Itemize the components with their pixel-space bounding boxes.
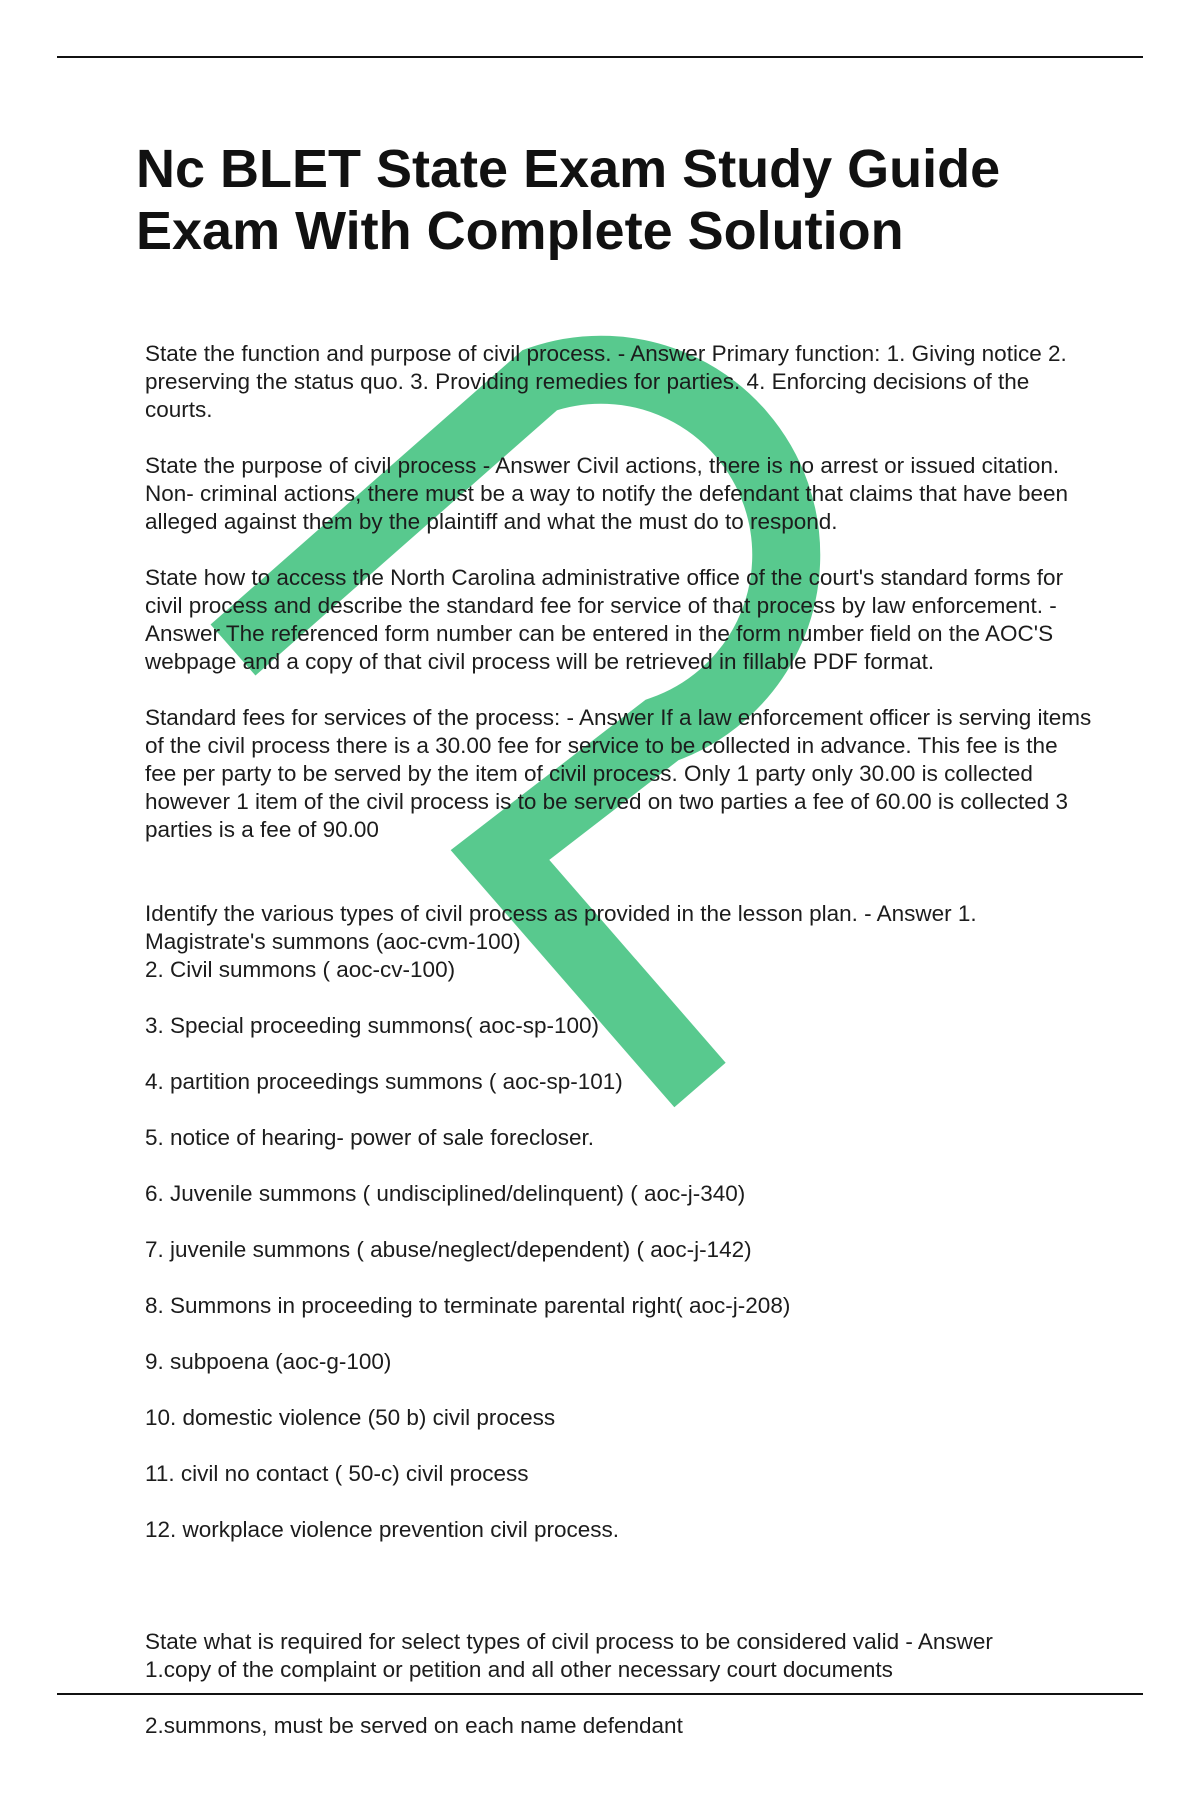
qa-answer: Primary function: 1. Giving notice 2. preserving the status quo. 3. Providing remedies for parties. 4. Enforcing decisions of the courts. [145, 341, 1067, 422]
title-line-2: Exam With Complete Solution [136, 201, 904, 261]
qa-item [145, 340, 1095, 424]
list-item: 4. partition proceedings summons ( aoc-sp-101) [145, 1069, 623, 1094]
page-title [136, 138, 1096, 262]
list-item: 1.copy of the complaint or petition and all other necessary court documents [145, 1657, 893, 1682]
list-item: 3. Special proceeding summons( aoc-sp-100) [145, 1013, 599, 1038]
qa-question: State what is required for select types of civil process to be considered valid [145, 1629, 900, 1654]
qa-separator: - Answer [857, 901, 958, 926]
qa-item-valid [145, 1600, 1095, 1768]
qa-item [145, 452, 1095, 536]
qa-item-types [145, 872, 1095, 1572]
qa-answer: Civil actions, there is no arrest or issued citation. Non- criminal actions, there must be a way to notify the defendant that claims that have been alleged against them by the plaintiff and what the must do to respond. [145, 453, 1069, 534]
qa-question: State the purpose of civil process [145, 453, 477, 478]
qa-question: Standard fees for services of the process: [145, 705, 561, 730]
list-item: 2. Civil summons ( aoc-cv-100) [145, 957, 456, 982]
top-rule [57, 56, 1143, 58]
list-item: 5. notice of hearing- power of sale forecloser. [145, 1125, 595, 1150]
list-item: 7. juvenile summons ( abuse/neglect/dependent) ( aoc-j-142) [145, 1237, 752, 1262]
qa-item [145, 564, 1095, 676]
list-item: 11. civil no contact ( 50-c) civil process [145, 1461, 529, 1486]
list-item: 6. Juvenile summons ( undisciplined/delinquent) ( aoc-j-340) [145, 1181, 746, 1206]
qa-answer: The referenced form number can be entered in the form number field on the AOC'S webpage and a copy of that civil process will be retrieved in fillable PDF format. [145, 621, 1054, 674]
qa-question: Identify the various types of civil process as provided in the lesson plan. [145, 901, 858, 926]
qa-question: State how to access the North Carolina administrative office of the court's standard forms for civil process and describe the standard fee for service of that process by law enforcement. [145, 565, 1064, 618]
qa-separator: - Answer [476, 453, 577, 478]
list-item: 1. Magistrate's summons (aoc-cvm-100) [145, 901, 977, 954]
list-item: 8. Summons in proceeding to terminate parental right( aoc-j-208) [145, 1293, 791, 1318]
list-item: 12. workplace violence prevention civil process. [145, 1517, 619, 1542]
qa-question: State the function and purpose of civil process. [145, 341, 612, 366]
title-line-1: Nc BLET State Exam Study Guide [136, 139, 1001, 199]
list-item: 2.summons, must be served on each name defendant [145, 1713, 683, 1738]
qa-item [145, 704, 1095, 844]
qa-answer: If a law enforcement officer is serving items of the civil process there is a 30.00 fee for service to be collected in advance. This fee is the fee per party to be served by the item of civil process. Only 1 party only 30.00 is collected however 1 item of the civil process is to be served on two parties a fee of 60.00 is collected 3 parties is a fee of 90.00 [145, 705, 1092, 842]
list-item: 9. subpoena (aoc-g-100) [145, 1349, 392, 1374]
qa-separator: - Answer [611, 341, 712, 366]
qa-separator: - Answer [145, 593, 1057, 646]
qa-separator: - Answer [560, 705, 661, 730]
qa-separator: - Answer [899, 1629, 993, 1654]
list-item: 10. domestic violence (50 b) civil process [145, 1405, 556, 1430]
document-body [145, 340, 1095, 1796]
